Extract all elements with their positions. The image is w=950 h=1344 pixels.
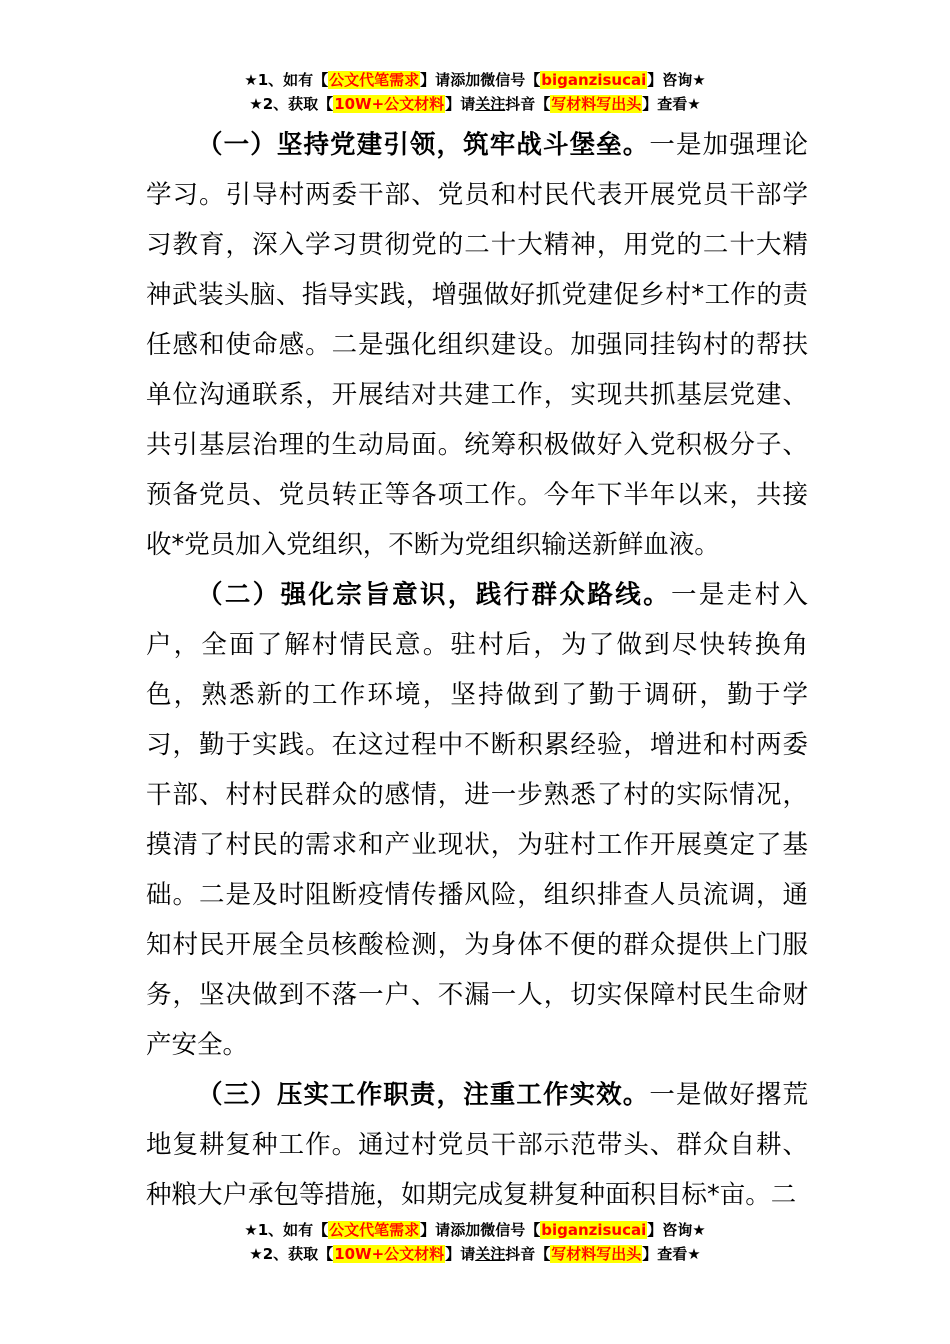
promo-text: 】请 [420,71,451,89]
promo-text: 抖音【 [505,1245,551,1263]
promo-emphasis: 添加 [450,71,481,89]
promo-banner-top [0,68,950,116]
promo-line-2 [0,1242,950,1266]
promo-emphasis: 关注 [475,1245,506,1263]
paragraph-text: 一是加强理论学习。引导村两委干部、党员和村民代表开展党员干部学习教育，深入学习贯彻党的二十大精神，用党的二十大精神武装头脑、指导实践，增强做好抓党建促乡村*工作的责任感和使命感。二是强化组织建设。加强同挂钩村的帮扶单位沟通联系，开展结对共建工作，实现共抓基层党建、共引基层治理的生动局面。统筹积极做好入党积极分子、预备党员、党员转正等各项工作。今年下半年以来，共接收*党员加入党组织，不断为党组织输送新鲜血液。 [146,130,808,560]
promo-text: 】咨询★ [647,71,706,89]
promo-highlight: 公文代笔需求 [329,1221,420,1239]
promo-wechat-id: biganzisucai [541,71,647,89]
promo-banner-bottom [0,1218,950,1266]
section-heading: （三）压实工作职责，注重工作实效。 [197,1080,650,1110]
promo-text: ★1、如有【 [244,1221,329,1239]
promo-text: 】查看★ [642,95,701,113]
section-heading: （二）强化宗旨意识，践行群众路线。 [197,580,671,610]
promo-line-1 [0,68,950,92]
promo-emphasis: 关注 [475,95,506,113]
promo-text: 微信号【 [480,1221,541,1239]
promo-wechat-id: biganzisucai [541,1221,647,1239]
promo-text: 】请 [445,1245,476,1263]
paragraph-3 [146,1070,808,1220]
paragraph-1 [146,120,808,570]
promo-text: 】咨询★ [647,1221,706,1239]
promo-text: 抖音【 [505,95,551,113]
promo-highlight: 10W+公文材料 [334,95,445,113]
document-body [146,120,808,1220]
promo-text: 】查看★ [642,1245,701,1263]
promo-text: 微信号【 [480,71,541,89]
paragraph-text: 一是走村入户，全面了解村情民意。驻村后，为了做到尽快转换角色，熟悉新的工作环境，坚持做到了勤于调研，勤于学习，勤于实践。在这过程中不断积累经验，增进和村两委干部、村村民群众的感情，进一步熟悉了村的实际情况，摸清了村民的需求和产业现状，为驻村工作开展奠定了基础。二是及时阻断疫情传播风险，组织排查人员流调，通知村民开展全员核酸检测，为身体不便的群众提供上门服务，坚决做到不落一户、不漏一人，切实保障村民生命财产安全。 [146,580,808,1060]
promo-text: ★2、获取【 [249,1245,334,1263]
section-heading: （一）坚持党建引领，筑牢战斗堡垒。 [197,130,650,160]
promo-emphasis: 添加 [450,1221,481,1239]
promo-text: 】请 [420,1221,451,1239]
promo-douyin-id: 写材料写出头 [551,95,642,113]
promo-highlight: 公文代笔需求 [329,71,420,89]
promo-text: ★2、获取【 [249,95,334,113]
promo-highlight: 10W+公文材料 [334,1245,445,1263]
promo-text: 】请 [445,95,476,113]
promo-line-1 [0,1218,950,1242]
promo-douyin-id: 写材料写出头 [551,1245,642,1263]
paragraph-2 [146,570,808,1070]
promo-text: ★1、如有【 [244,71,329,89]
promo-line-2 [0,92,950,116]
paragraph-text: 一是做好撂荒地复耕复种工作。通过村党员干部示范带头、群众自耕、种粮大户承包等措施，如期完成复耕复种面积目标*亩。二 [146,1080,808,1210]
